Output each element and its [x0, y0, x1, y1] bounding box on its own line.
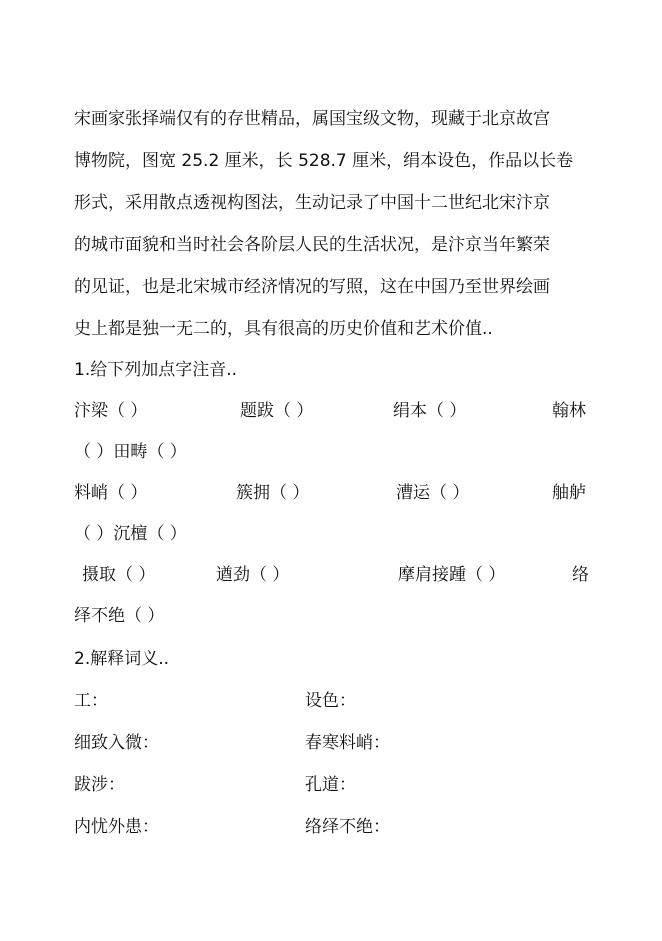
passage-line: 的城市面貌和当时社会各阶层人民的生活状况，是汴京当年繁荣	[74, 235, 550, 255]
term-right: 络绎不绝：	[305, 817, 390, 837]
pinyin-item: 遒劲（ ）	[216, 565, 290, 585]
pinyin-item: （ ）沉檀（ ）	[74, 524, 187, 544]
passage-line: 博物院，图宽 25.2 厘米，长 528.7 厘米，绢本设色，作品以长卷	[74, 151, 574, 171]
term-left: 内忧外患：	[74, 817, 159, 837]
term-left: 工：	[74, 691, 108, 711]
term-left: 跋涉：	[74, 775, 125, 795]
passage-line: 形式，采用散点透视构图法，生动记录了中国十二世纪北宋汴京	[74, 193, 550, 213]
term-left: 细致入微：	[74, 733, 159, 753]
pinyin-item: （ ）田畴（ ）	[74, 442, 187, 462]
pinyin-item: 翰林	[552, 401, 586, 421]
pinyin-item: 绢本（ ）	[393, 401, 467, 421]
pinyin-item: 舳舻	[552, 483, 586, 503]
question-2-heading: 2.解释词义..	[74, 649, 170, 669]
question-1-heading: 1.给下列加点字注音..	[74, 360, 238, 380]
term-right: 孔道：	[305, 775, 356, 795]
pinyin-item: 料峭（ ）	[74, 483, 148, 503]
pinyin-item: 题跋（ ）	[240, 401, 314, 421]
pinyin-item: 漕运（ ）	[396, 483, 470, 503]
pinyin-item: 簇拥（ ）	[236, 483, 310, 503]
pinyin-item: 络	[572, 565, 589, 585]
pinyin-item: 摄取（ ）	[82, 565, 156, 585]
pinyin-item: 汴梁（ ）	[74, 401, 148, 421]
pinyin-item: 绎不绝（ ）	[74, 606, 165, 626]
passage-line: 宋画家张择端仅有的存世精品，属国宝级文物，现藏于北京故宫	[74, 109, 550, 129]
pinyin-item: 摩肩接踵（ ）	[398, 565, 506, 585]
passage-line: 的见证，也是北宋城市经济情况的写照，这在中国乃至世界绘画	[74, 277, 550, 297]
passage-line: 史上都是独一无二的，具有很高的历史价值和艺术价值..	[74, 319, 493, 339]
term-right: 设色：	[305, 691, 356, 711]
term-right: 春寒料峭：	[305, 733, 390, 753]
